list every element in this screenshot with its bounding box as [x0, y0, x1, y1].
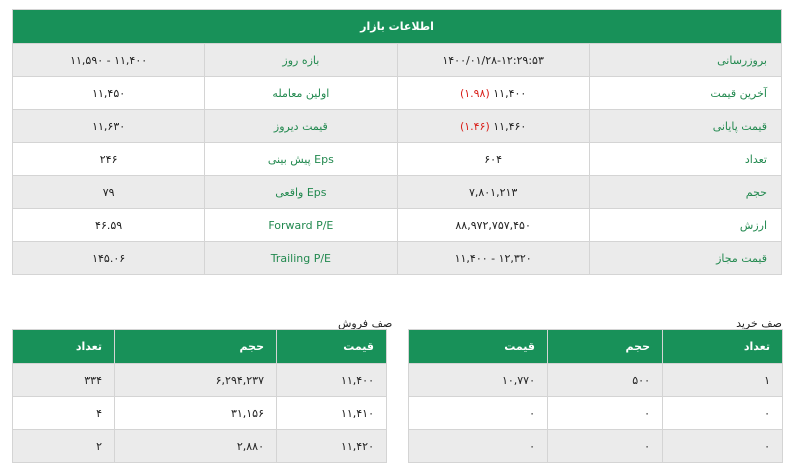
label-volume: حجم: [589, 176, 781, 209]
sell-volume: ۶,۲۹۴,۲۳۷: [115, 364, 277, 397]
market-row-last-price: [13, 77, 782, 110]
last-price-change: (۱.۹۸): [459, 86, 490, 100]
sell-header-volume: حجم: [115, 330, 277, 364]
buy-header-volume: حجم: [548, 330, 663, 364]
market-row-allowed-price: [13, 242, 782, 275]
label-day-range: بازه روز: [205, 44, 397, 77]
label-allowed-price: قیمت مجاز: [589, 242, 781, 275]
table-row: [13, 430, 387, 463]
buy-volume: ۵۰۰: [548, 364, 663, 397]
sell-count: ۳۳۴: [13, 364, 115, 397]
sell-header-price: قیمت: [277, 330, 387, 364]
market-row-count: [13, 143, 782, 176]
buy-volume: ۰: [548, 430, 663, 463]
value-value: ۸۸,۹۷۲,۷۵۷,۴۵۰: [397, 209, 589, 242]
value-forward-pe: ۴۶.۵۹: [13, 209, 205, 242]
sell-volume: ۲,۸۸۰: [115, 430, 277, 463]
market-info-table: [12, 9, 782, 275]
table-row: [13, 397, 387, 430]
sell-volume: ۳۱,۱۵۶: [115, 397, 277, 430]
buy-count: ۱: [663, 364, 783, 397]
value-eps-actual: ۷۹: [13, 176, 205, 209]
market-info-title: اطلاعات بازار: [13, 10, 782, 44]
sell-header-count: تعداد: [13, 330, 115, 364]
sell-count: ۴: [13, 397, 115, 430]
buy-queue-table: [408, 329, 783, 463]
market-row-closing-price: [13, 110, 782, 143]
value-yesterday-price: ۱۱,۶۳۰: [13, 110, 205, 143]
value-closing-price: ۱۱,۴۶۰ (۱.۴۶): [397, 110, 589, 143]
sell-price: ۱۱,۴۰۰: [277, 364, 387, 397]
buy-price: ۱۰,۷۷۰: [409, 364, 548, 397]
value-first-trade: ۱۱,۴۵۰: [13, 77, 205, 110]
label-eps-forecast: Eps پیش بینی: [205, 143, 397, 176]
label-count: تعداد: [589, 143, 781, 176]
label-eps-actual: Eps واقعی: [205, 176, 397, 209]
market-row-volume: [13, 176, 782, 209]
buy-header-price: قیمت: [409, 330, 548, 364]
value-day-range: ۱۱,۴۰۰ - ۱۱,۵۹۰: [13, 44, 205, 77]
closing-price-change: (۱.۴۶): [459, 119, 490, 133]
table-row: [409, 364, 783, 397]
value-trailing-pe: ۱۴۵.۰۶: [13, 242, 205, 275]
buy-price: ۰: [409, 430, 548, 463]
sell-queue-table: [12, 329, 387, 463]
label-yesterday-price: قیمت دیروز: [205, 110, 397, 143]
label-update: بروزرسانی: [589, 44, 781, 77]
buy-header-count: تعداد: [663, 330, 783, 364]
label-forward-pe: Forward P/E: [205, 209, 397, 242]
label-first-trade: اولین معامله: [205, 77, 397, 110]
label-last-price: آخرین قیمت: [589, 77, 781, 110]
market-row-update: [13, 44, 782, 77]
sell-price: ۱۱,۴۲۰: [277, 430, 387, 463]
sell-queue-title: صف فروش: [338, 317, 393, 330]
buy-price: ۰: [409, 397, 548, 430]
table-row: [13, 364, 387, 397]
market-row-value: [13, 209, 782, 242]
label-value: ارزش: [589, 209, 781, 242]
value-count: ۶۰۴: [397, 143, 589, 176]
buy-count: ۰: [663, 397, 783, 430]
value-last-price: ۱۱,۴۰۰ (۱.۹۸): [397, 77, 589, 110]
value-allowed-price: ۱۲,۳۲۰ - ۱۱,۴۰۰: [397, 242, 589, 275]
value-eps-forecast: ۲۴۶: [13, 143, 205, 176]
table-row: [409, 397, 783, 430]
buy-volume: ۰: [548, 397, 663, 430]
value-update: ۱۴۰۰/۰۱/۲۸-۱۲:۲۹:۵۳: [397, 44, 589, 77]
label-trailing-pe: Trailing P/E: [205, 242, 397, 275]
label-closing-price: قیمت پایانی: [589, 110, 781, 143]
sell-count: ۲: [13, 430, 115, 463]
table-row: [409, 430, 783, 463]
buy-count: ۰: [663, 430, 783, 463]
value-volume: ۷,۸۰۱,۲۱۳: [397, 176, 589, 209]
sell-price: ۱۱,۴۱۰: [277, 397, 387, 430]
buy-queue-title: صف خرید: [736, 317, 782, 330]
